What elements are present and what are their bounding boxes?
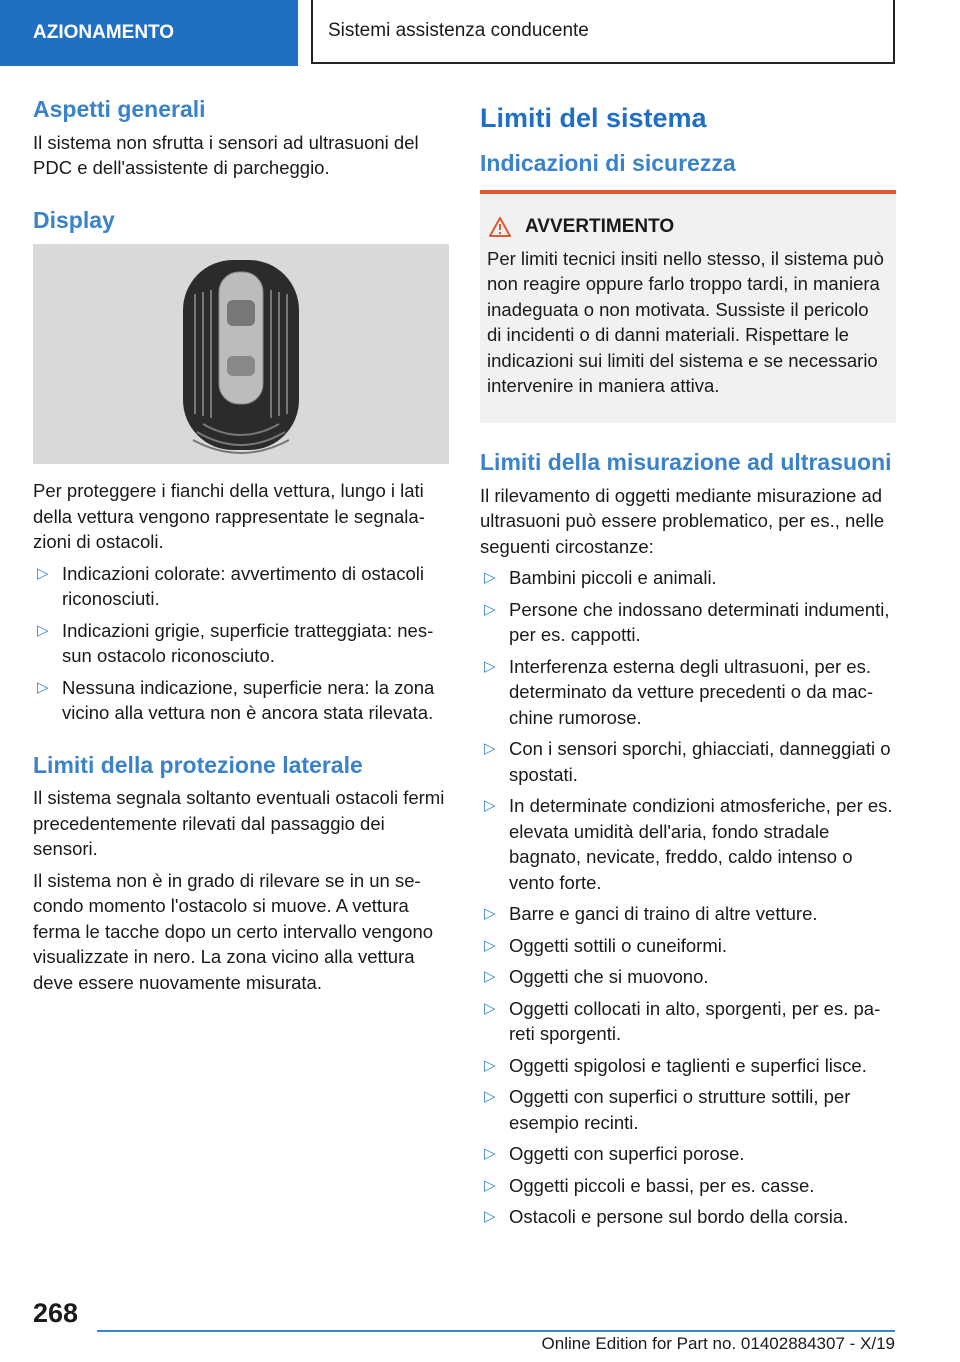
list-item: ▷ Oggetti spigolosi e taglienti e superfici lisce.: [480, 1053, 896, 1079]
bullet-icon: ▷: [37, 678, 49, 696]
general-text: Il sistema non sfrutta i sensori ad ultrasuoni del PDC e dell'assistente di parcheggio.: [33, 131, 419, 179]
display-text: Per proteggere i fianchi della vettura, lungo i lati della vettura vengono rappresentate le segnalazioni di ostacoli.: [33, 480, 425, 553]
edition-note: Online Edition for Part no. 01402884307 - X/19: [541, 1334, 895, 1353]
display-list: [33, 561, 449, 726]
page-header: [0, 0, 960, 66]
list-item: ▷ Barre e ganci di traino di altre vetture.: [480, 901, 896, 927]
side-protection-figure: [33, 244, 449, 464]
bullet-icon: ▷: [484, 1145, 496, 1163]
list-item: ▷ Oggetti sottili o cuneiformi.: [480, 933, 896, 959]
warning-box: [480, 190, 896, 423]
topic-title: Sistemi assistenza conducente: [311, 0, 895, 64]
bullet-icon: ▷: [484, 905, 496, 923]
bullet-icon: ▷: [484, 999, 496, 1017]
bullet-icon: ▷: [484, 797, 496, 815]
list-item: ▷ Oggetti piccoli e bassi, per es. casse.: [480, 1173, 896, 1199]
bullet-icon: ▷: [484, 1056, 496, 1074]
left-column: [33, 96, 449, 1001]
list-item: ▷ Ostacoli e persone sul bordo della corsia.: [480, 1204, 896, 1230]
bullet-icon: ▷: [484, 657, 496, 675]
list-item: ▷ Indicazioni grigie, superficie tratteggiata: nessun ostacolo riconosciuto.: [37, 619, 434, 667]
list-item: ▷ Con i sensori sporchi, ghiacciati, danneggiati o spostati.: [484, 738, 891, 785]
section-tab: AZIONAMENTO: [0, 0, 298, 66]
side-limits-heading: Limiti della protezione laterale: [33, 751, 363, 778]
list-item: ▷ Persone che indossano determinati indumenti, per es. cappotti.: [484, 598, 890, 646]
bullet-icon: ▷: [37, 621, 49, 639]
side-limits-text-1: Il sistema segnala soltanto eventuali ostacoli fermi precedentemente rilevati dal passaggio dei sensori.: [33, 787, 445, 860]
warning-title: AVVERTIMENTO: [525, 215, 675, 237]
list-item: ▷ In determinate condizioni atmosferiche, per es. elevata umidità dell'aria, fondo stradale bagnato, nevicate, freddo, caldo intenso o vento forte.: [484, 795, 893, 893]
list-item: ▷ Oggetti con superfici o strutture sottili, per esempio recinti.: [484, 1086, 851, 1133]
list-item: ▷ Oggetti con superfici porose.: [480, 1141, 896, 1167]
bullet-icon: ▷: [484, 569, 496, 587]
measure-text: Il rilevamento di oggetti mediante misurazione ad ultrasuoni può essere problematico, per es., nelle seguenti circostanze:: [480, 484, 885, 557]
warning-header: [487, 216, 888, 238]
list-item: ▷ Oggetti che si muovono.: [480, 964, 896, 990]
bullet-icon: ▷: [484, 740, 496, 758]
warning-text: Per limiti tecnici insiti nello stesso, il sistema può non reagire oppure farlo troppo tardi, in maniera inadeguata o non motivata. Sussiste il pericolo di incidenti o di danni materiali. Rispettare le indicazioni sui limiti del sistema e se necessario intervenire in maniera attiva.: [487, 247, 884, 397]
general-heading: Aspetti generali: [33, 96, 206, 122]
list-item: ▷ Bambini piccoli e animali.: [480, 565, 896, 591]
footer-divider: [97, 1330, 895, 1332]
bullet-icon: ▷: [484, 968, 496, 986]
display-heading: Display: [33, 206, 115, 233]
list-item: ▷ Interferenza esterna degli ultrasuoni, per es. determinato da vetture precedenti o da macchine rumorose.: [484, 655, 874, 728]
car-top-view-illustration: [33, 244, 449, 464]
list-item: ▷ Oggetti collocati in alto, sporgenti, per es. pareti sporgenti.: [484, 997, 881, 1045]
measure-limits-heading: Limiti della misurazione ad ultrasuoni: [480, 448, 892, 475]
bullet-icon: ▷: [484, 936, 496, 954]
right-column: [480, 96, 896, 1236]
warning-triangle-icon: [489, 217, 511, 237]
page-number: 268: [33, 1298, 79, 1328]
safety-heading: Indicazioni di sicurezza: [480, 150, 736, 177]
side-limits-text-2: Il sistema non è in grado di rilevare se in un secondo momento l'ostacolo si muove. A vettura ferma le tacche dopo un certo intervallo vengono visualizzate in nero. La zona vicino alla vettura deve essere nuovamente misurata.: [33, 869, 434, 993]
system-limits-heading: Limiti del sistema: [480, 103, 707, 133]
bullet-icon: ▷: [484, 1088, 496, 1106]
bullet-icon: ▷: [484, 1176, 496, 1194]
bullet-icon: ▷: [37, 564, 49, 582]
measure-list: [480, 565, 896, 1230]
list-item: ▷ Nessuna indicazione, superficie nera: la zona vicino alla vettura non è ancora stata rilevata.: [37, 676, 435, 724]
list-item: ▷ Indicazioni colorate: avvertimento di ostacoli riconosciuti.: [37, 562, 424, 610]
bullet-icon: ▷: [484, 600, 496, 618]
bullet-icon: ▷: [484, 1208, 496, 1226]
